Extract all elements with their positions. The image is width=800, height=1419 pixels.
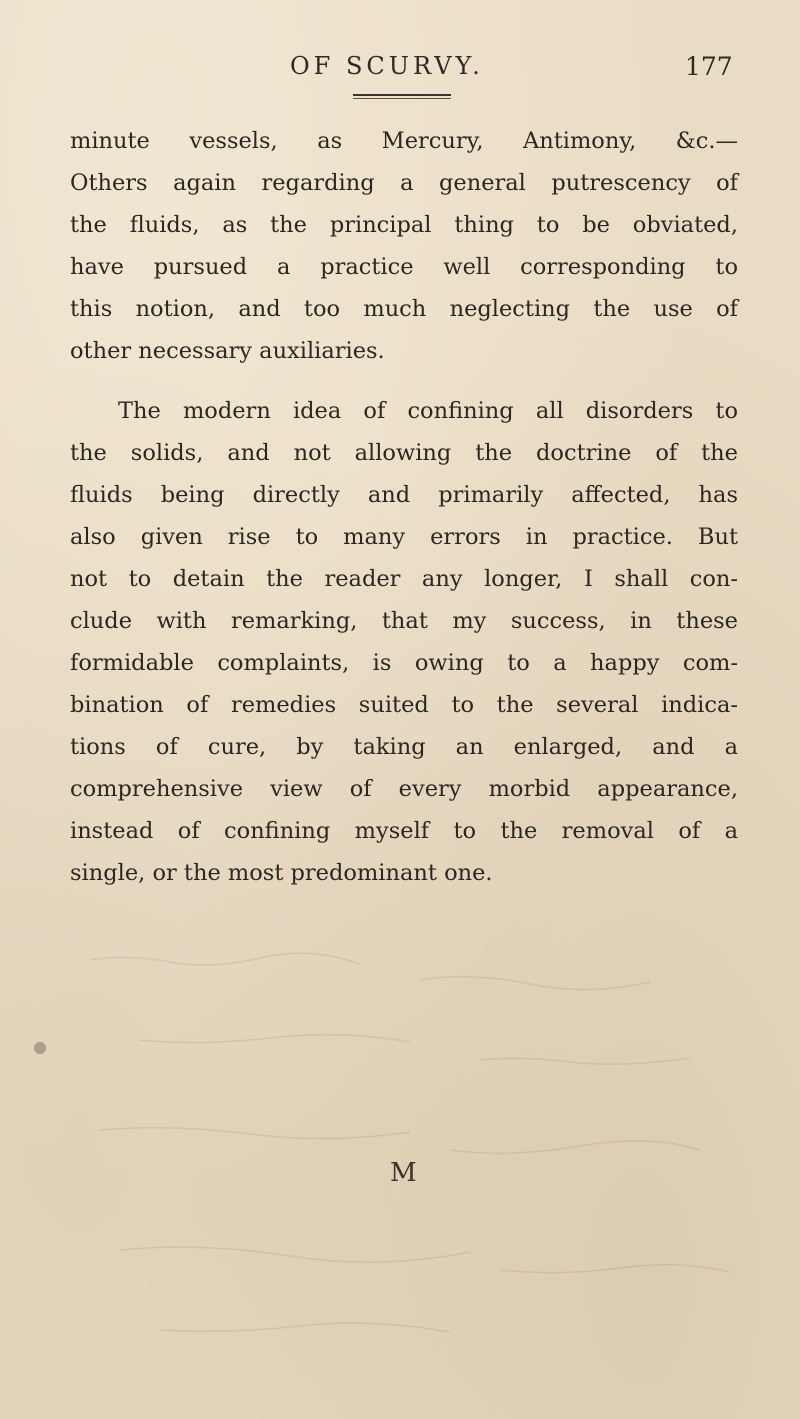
text-line: formidable complaints, is owing to a happy com- xyxy=(70,650,738,676)
text-line: clude with remarking, that my success, in these xyxy=(70,608,738,634)
text-line: the fluids, as the principal thing to be obviated, xyxy=(70,212,738,238)
signature-mark: M xyxy=(390,1158,417,1188)
text-line: instead of confining myself to the removal of a xyxy=(70,818,738,844)
header-rule-thin xyxy=(353,98,451,99)
text-line: tions of cure, by taking an enlarged, and a xyxy=(70,734,738,760)
text-line: Others again regarding a general putrescency of xyxy=(70,170,738,196)
text-line: have pursued a practice well corresponding to xyxy=(70,254,738,280)
paragraph-2 xyxy=(70,390,738,894)
header-rule xyxy=(353,94,451,96)
text-line: fluids being directly and primarily affected, has xyxy=(70,482,738,508)
text-line: The modern idea of confining all disorders to xyxy=(118,398,738,424)
text-line: also given rise to many errors in practice. But xyxy=(70,524,738,550)
text-line: minute vessels, as Mercury, Antimony, &c.— xyxy=(70,128,738,154)
text-line: other necessary auxiliaries. xyxy=(70,338,385,364)
text-line: bination of remedies suited to the several indica- xyxy=(70,692,738,718)
page-number: 177 xyxy=(685,52,733,81)
text-line: the solids, and not allowing the doctrine of the xyxy=(70,440,738,466)
text-line: this notion, and too much neglecting the use of xyxy=(70,296,738,322)
text-line: single, or the most predominant one. xyxy=(70,860,493,886)
text-line: comprehensive view of every morbid appearance, xyxy=(70,776,738,802)
text-line: not to detain the reader any longer, I shall con- xyxy=(70,566,738,592)
paragraph-1 xyxy=(70,120,738,372)
running-head: OF SCURVY. xyxy=(290,52,484,80)
